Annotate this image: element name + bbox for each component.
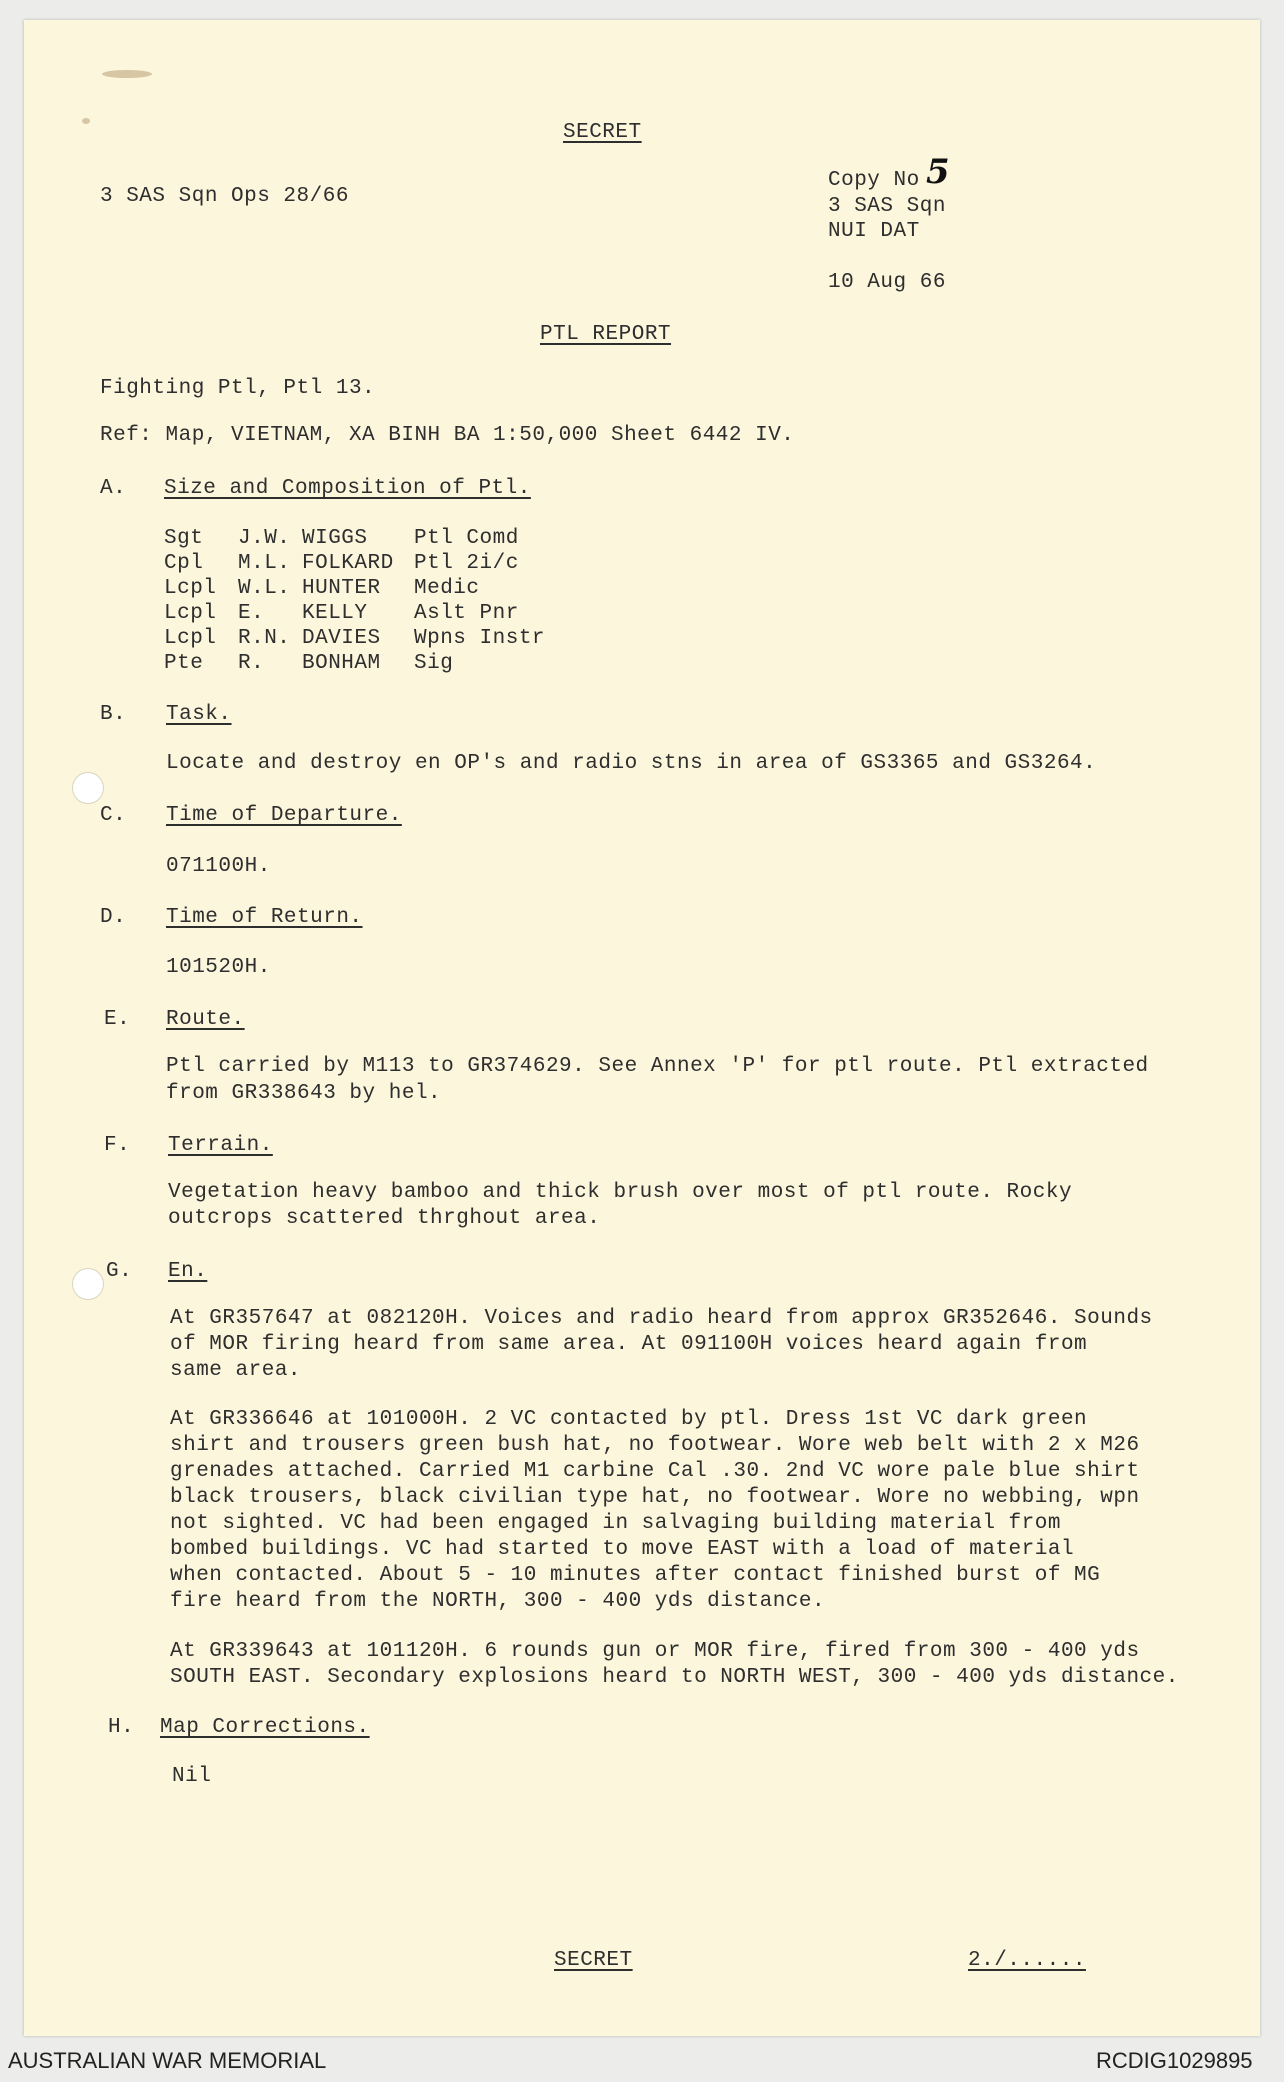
section-g-para1-line: At GR357647 at 082120H. Voices and radio heard from approx GR352646. Sounds [170,1307,1153,1330]
member-name: DAVIES [302,627,381,650]
punch-hole [72,772,104,804]
file-reference: 3 SAS Sqn Ops 28/66 [100,185,349,208]
punch-hole [72,1268,104,1300]
classification-bottom: SECRET [554,1949,633,1972]
member-initials: M.L. [238,552,291,575]
member-name: BONHAM [302,652,381,675]
section-b-letter: B. [100,703,127,726]
section-e-letter: E. [104,1008,131,1031]
member-role: Ptl Comd [414,527,519,550]
section-g-para1-line: same area. [170,1359,302,1382]
member-role: Sig [414,652,454,675]
report-date: 10 Aug 66 [828,271,946,294]
member-name: WIGGS [302,527,368,550]
section-h-letter: H. [108,1716,135,1739]
composition-role-column [414,526,545,676]
section-g-para2-line: when contacted. About 5 - 10 minutes after contact finished burst of MG [170,1564,1101,1587]
copy-number-handwritten: 5 [926,152,950,192]
section-d-body: 101520H. [166,956,271,979]
section-f-line: outcrops scattered thrghout area. [168,1207,601,1230]
member-role: Ptl 2i/c [414,552,519,575]
member-initials: R. [238,652,265,675]
member-rank: Lcpl [164,627,217,650]
member-initials: W.L. [238,577,291,600]
member-rank: Pte [164,652,204,675]
section-g-para2-line: shirt and trousers green bush hat, no footwear. Wore web belt with 2 x M26 [170,1434,1140,1457]
unit-name: 3 SAS Sqn [828,195,946,218]
map-reference: Ref: Map, VIETNAM, XA BINH BA 1:50,000 Sheet 6442 IV. [100,424,795,447]
section-b-body: Locate and destroy en OP's and radio stns in area of GS3365 and GS3264. [166,752,1097,775]
section-g-para2-line: not sighted. VC had been engaged in salvaging building material from [170,1512,1061,1535]
member-name: KELLY [302,602,368,625]
section-g-para3-line: At GR339643 at 101120H. 6 rounds gun or MOR fire, fired from 300 - 400 yds [170,1640,1140,1663]
section-g-para2-line: grenades attached. Carried M1 carbine Cal .30. 2nd VC wore pale blue shirt [170,1460,1140,1483]
composition-name-column [302,526,394,676]
section-c-letter: C. [100,804,127,827]
copy-number-label: Copy No [828,169,920,192]
section-c-body: 071100H. [166,855,271,878]
section-b-heading: Task. [166,703,232,726]
patrol-name: Fighting Ptl, Ptl 13. [100,377,376,400]
composition-rank-column [164,526,216,676]
section-f-heading: Terrain. [168,1134,273,1157]
member-rank: Lcpl [164,577,217,600]
section-g-heading: En. [168,1260,208,1283]
section-d-heading: Time of Return. [166,906,363,929]
member-initials: E. [238,602,265,625]
section-a-heading: Size and Composition of Ptl. [164,477,531,500]
rust-stain [102,70,152,78]
member-name: HUNTER [302,577,381,600]
classification-top: SECRET [563,121,642,144]
catalogue-id: RCDIG1029895 [1096,2048,1253,2073]
section-c-heading: Time of Departure. [166,804,402,827]
section-e-heading: Route. [166,1008,245,1031]
member-role: Medic [414,577,480,600]
member-rank: Cpl [164,552,204,575]
continuation-marker: 2./...... [968,1949,1086,1972]
section-g-para2-line: fire heard from the NORTH, 300 - 400 yds distance. [170,1590,826,1613]
rust-stain [82,118,90,124]
member-initials: J.W. [238,527,291,550]
section-g-para1-line: of MOR firing heard from same area. At 091100H voices heard again from [170,1333,1088,1356]
section-g-letter: G. [106,1260,133,1283]
composition-initials-column [238,526,290,676]
section-e-line: from GR338643 by hel. [166,1082,442,1105]
section-h-heading: Map Corrections. [160,1716,370,1739]
location: NUI DAT [828,220,920,243]
section-g-para2-line: bombed buildings. VC had started to move EAST with a load of material [170,1538,1075,1561]
archive-credit: AUSTRALIAN WAR MEMORIAL [8,2048,327,2073]
section-g-para2-line: black trousers, black civilian type hat, no footwear. Wore no webbing, wpn [170,1486,1140,1509]
section-g-para3-line: SOUTH EAST. Secondary explosions heard to NORTH WEST, 300 - 400 yds distance. [170,1666,1179,1689]
report-title: PTL REPORT [540,323,672,346]
member-name: FOLKARD [302,552,394,575]
section-f-letter: F. [104,1134,131,1157]
section-e-line: Ptl carried by M113 to GR374629. See Annex 'P' for ptl route. Ptl extracted [166,1055,1149,1078]
member-initials: R.N. [238,627,291,650]
section-f-line: Vegetation heavy bamboo and thick brush over most of ptl route. Rocky [168,1181,1073,1204]
member-rank: Sgt [164,527,204,550]
section-a-letter: A. [100,477,127,500]
member-rank: Lcpl [164,602,217,625]
section-d-letter: D. [100,906,127,929]
section-h-body: Nil [172,1765,212,1788]
member-role: Wpns Instr [414,627,546,650]
member-role: Aslt Pnr [414,602,519,625]
section-g-para2-line: At GR336646 at 101000H. 2 VC contacted by ptl. Dress 1st VC dark green [170,1408,1088,1431]
